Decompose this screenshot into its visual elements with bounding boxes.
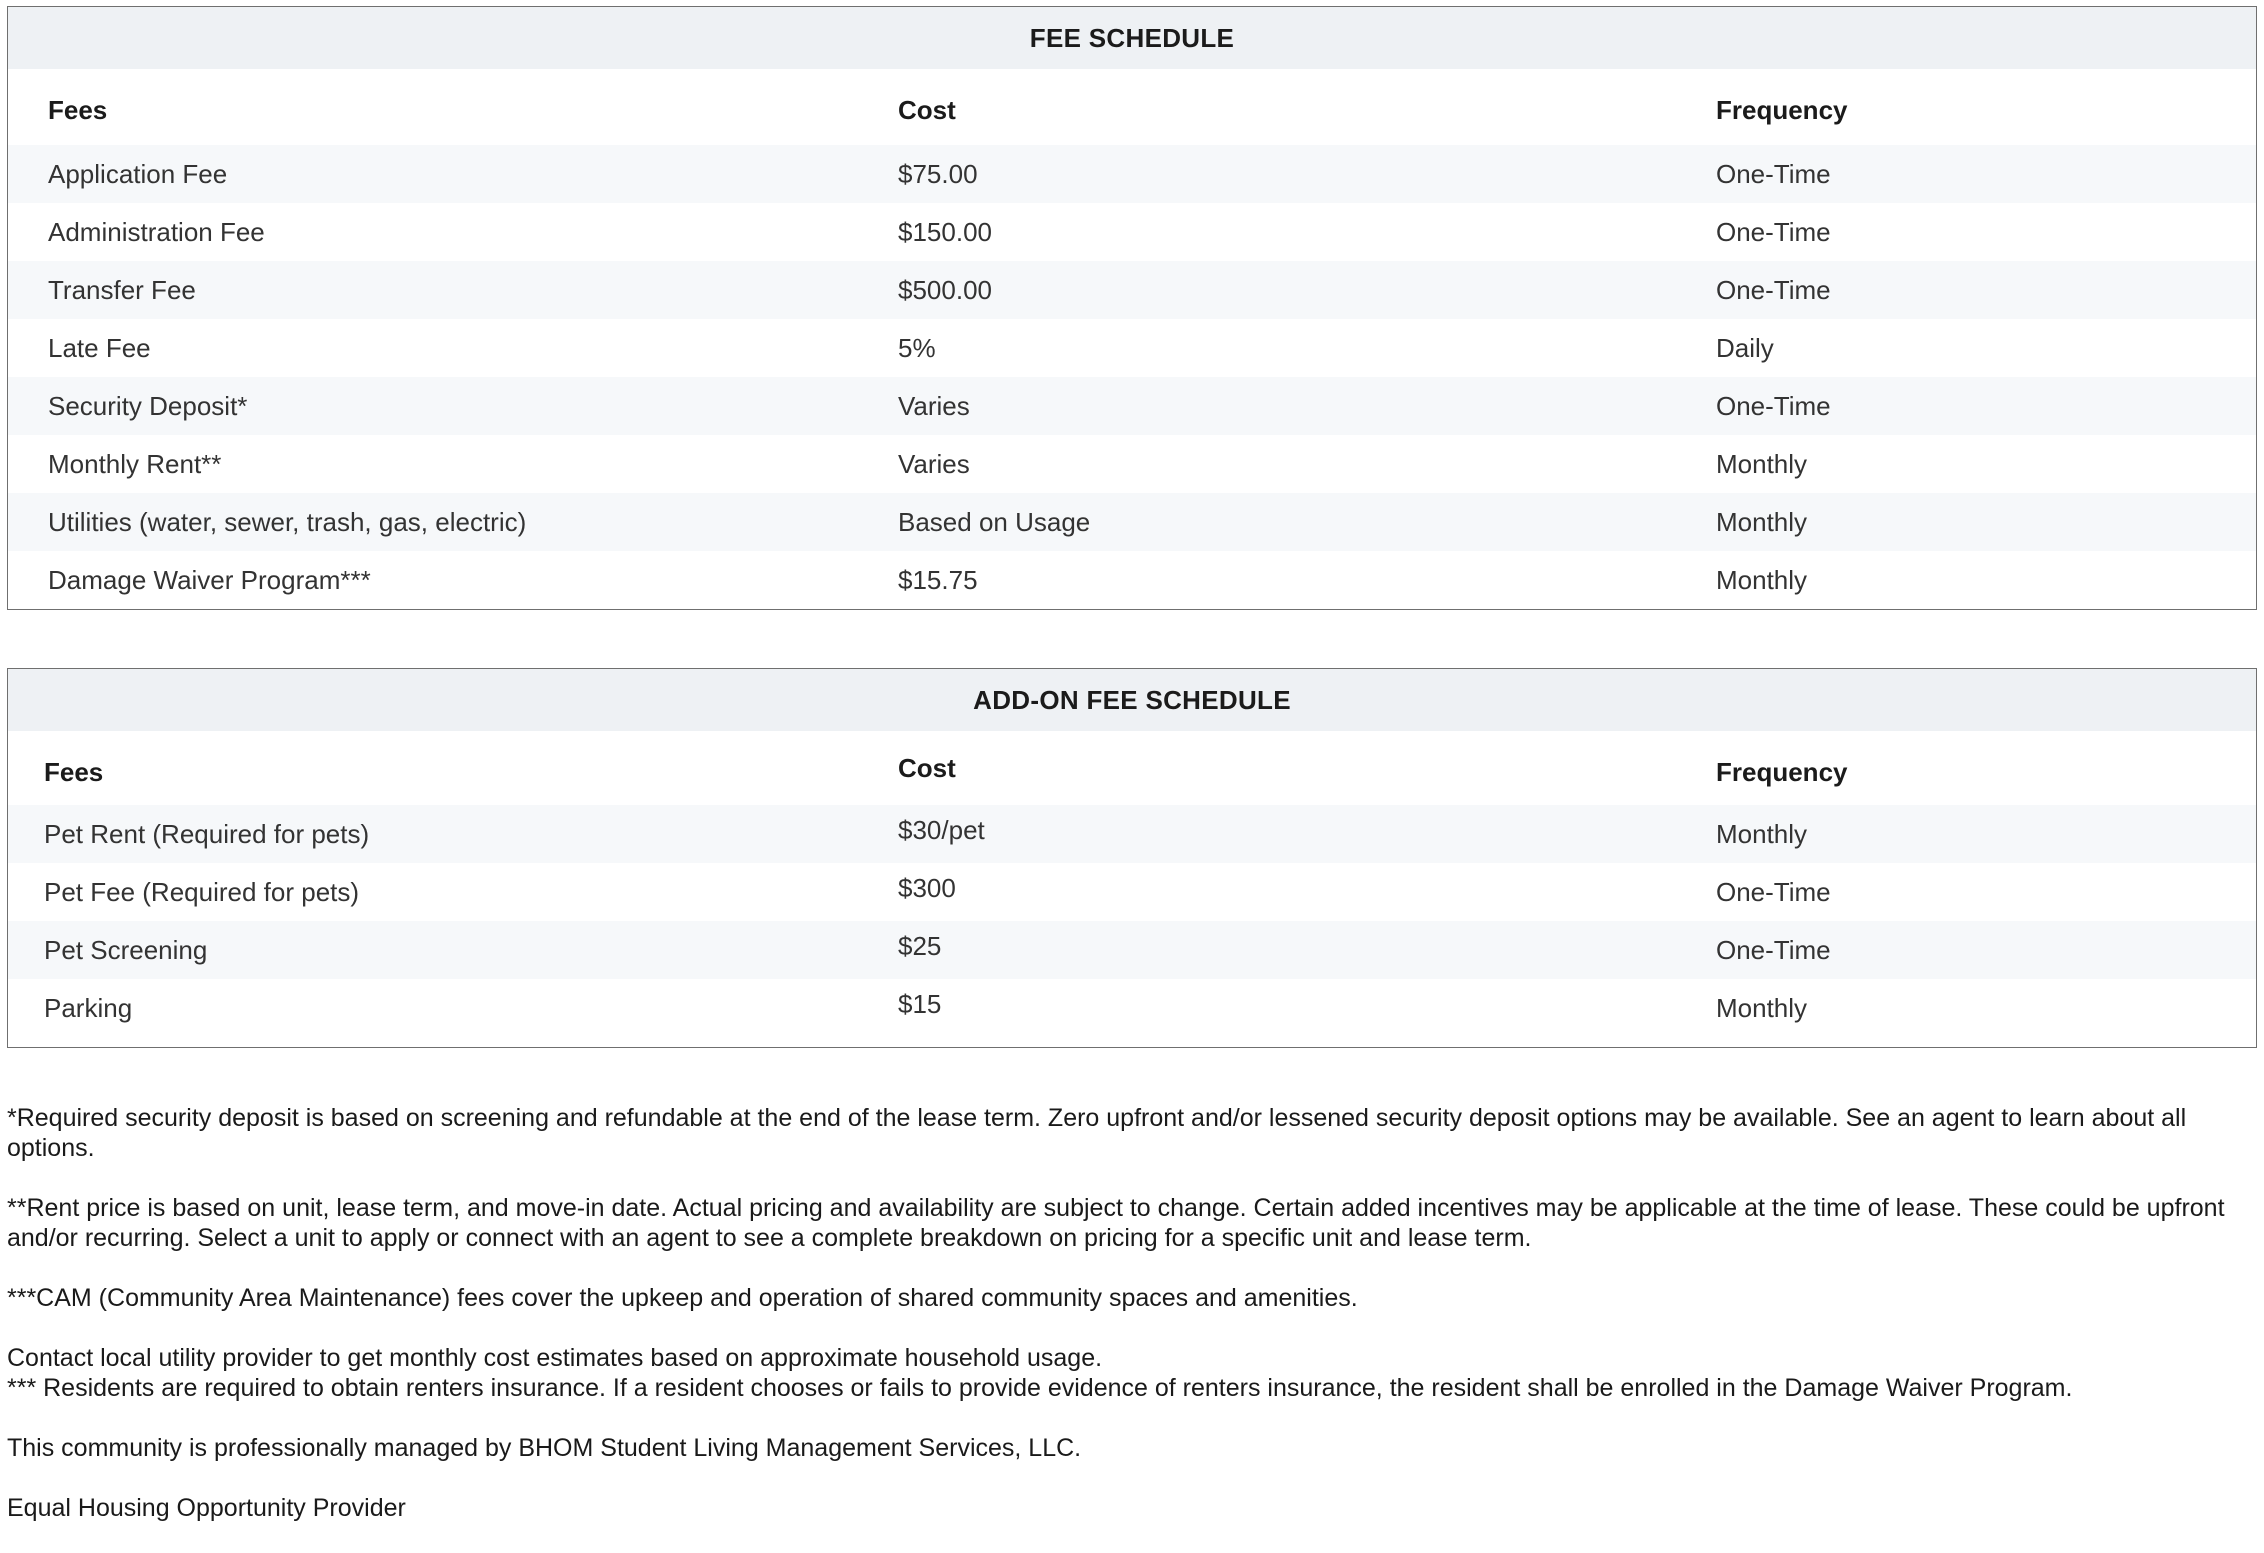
fee-name: Pet Fee (Required for pets) xyxy=(44,877,360,907)
table-row xyxy=(8,921,2256,979)
fee-frequency: Monthly xyxy=(1716,449,1808,479)
note-renters-insurance: *** Residents are required to obtain renters insurance. If a resident chooses or fails to provide evidence of renters insurance, the resident shall be enrolled in the Damage Waiver Program. xyxy=(7,1374,2073,1402)
addon-fee-schedule-title: ADD-ON FEE SCHEDULE xyxy=(8,669,2256,731)
addon-fee-schedule-table xyxy=(7,668,2257,1048)
table-row xyxy=(8,435,2256,493)
table-row xyxy=(8,319,2256,377)
fee-footnotes xyxy=(7,1103,2257,1523)
fee-name: Monthly Rent** xyxy=(48,449,222,479)
table-row xyxy=(8,805,2256,863)
fee-frequency: One-Time xyxy=(1716,391,1831,421)
table-row xyxy=(8,261,2256,319)
table-row xyxy=(8,979,2256,1037)
header-fees: Fees xyxy=(44,757,104,787)
fee-name: Late Fee xyxy=(48,333,151,363)
fee-frequency: Monthly xyxy=(1716,819,1808,849)
fee-cost: $500.00 xyxy=(898,275,992,305)
table-row xyxy=(8,551,2256,609)
fee-name: Application Fee xyxy=(48,159,228,189)
fee-cost: $25 xyxy=(898,931,942,961)
fee-frequency: Monthly xyxy=(1716,507,1808,537)
table-row xyxy=(8,493,2256,551)
header-cost: Cost xyxy=(898,95,956,125)
fee-name: Pet Rent (Required for pets) xyxy=(44,819,370,849)
fee-cost: $15.75 xyxy=(898,565,978,595)
fee-cost: Varies xyxy=(898,391,970,421)
fee-name: Damage Waiver Program*** xyxy=(48,565,371,595)
table-spacer xyxy=(7,610,2257,668)
fee-name: Parking xyxy=(44,993,133,1023)
table-row xyxy=(8,863,2256,921)
table-bottom-padding xyxy=(8,1037,2256,1047)
fee-cost: $15 xyxy=(898,989,942,1019)
fee-frequency: Monthly xyxy=(1716,993,1808,1023)
table-row xyxy=(8,145,2256,203)
fee-name: Pet Screening xyxy=(44,935,208,965)
note-utility-contact: Contact local utility provider to get monthly cost estimates based on approximate household usage. xyxy=(7,1344,1103,1372)
fee-cost: $30/pet xyxy=(898,815,985,845)
addon-header-row xyxy=(8,731,2256,805)
note-security-deposit: *Required security deposit is based on screening and refundable at the end of the lease term. Zero upfront and/or lessened security deposit options may be available. See an agent to learn about all options. xyxy=(7,1104,2187,1162)
fee-frequency: Daily xyxy=(1716,333,1774,363)
fee-schedule-header-row xyxy=(8,69,2256,145)
note-management: This community is professionally managed by BHOM Student Living Management Services, LLC. xyxy=(7,1434,1082,1462)
table-row xyxy=(8,203,2256,261)
fee-name: Transfer Fee xyxy=(48,275,196,305)
note-rent-price: **Rent price is based on unit, lease term, and move-in date. Actual pricing and availability are subject to change. Certain added incentives may be applicable at the time of lease. These could be upfront and/or recurring. Select a unit to apply or connect with an agent to see a complete breakdown on pricing for a specific unit and lease term. xyxy=(7,1194,2225,1252)
fee-name: Security Deposit* xyxy=(48,391,248,421)
fee-frequency: One-Time xyxy=(1716,159,1831,189)
fee-cost: Varies xyxy=(898,449,970,479)
fee-schedule-table xyxy=(7,6,2257,610)
page-content xyxy=(7,6,2257,1553)
header-frequency: Frequency xyxy=(1716,95,1848,125)
fee-frequency: One-Time xyxy=(1716,877,1831,907)
fee-cost: $75.00 xyxy=(898,159,978,189)
fee-cost: Based on Usage xyxy=(898,507,1091,537)
fee-schedule-title: FEE SCHEDULE xyxy=(8,7,2256,69)
note-equal-housing: Equal Housing Opportunity Provider xyxy=(7,1494,406,1522)
header-fees: Fees xyxy=(48,95,108,125)
fee-frequency: One-Time xyxy=(1716,935,1831,965)
header-cost: Cost xyxy=(898,753,956,783)
fee-name: Utilities (water, sewer, trash, gas, electric) xyxy=(48,507,527,537)
table-row xyxy=(8,377,2256,435)
fee-cost: $300 xyxy=(898,873,956,903)
fee-name: Administration Fee xyxy=(48,217,265,247)
fee-frequency: One-Time xyxy=(1716,217,1831,247)
note-cam: ***CAM (Community Area Maintenance) fees cover the upkeep and operation of shared community spaces and amenities. xyxy=(7,1284,1358,1312)
fee-cost: 5% xyxy=(898,333,936,363)
fee-frequency: Monthly xyxy=(1716,565,1808,595)
header-frequency: Frequency xyxy=(1716,757,1848,787)
fee-frequency: One-Time xyxy=(1716,275,1831,305)
fee-cost: $150.00 xyxy=(898,217,992,247)
